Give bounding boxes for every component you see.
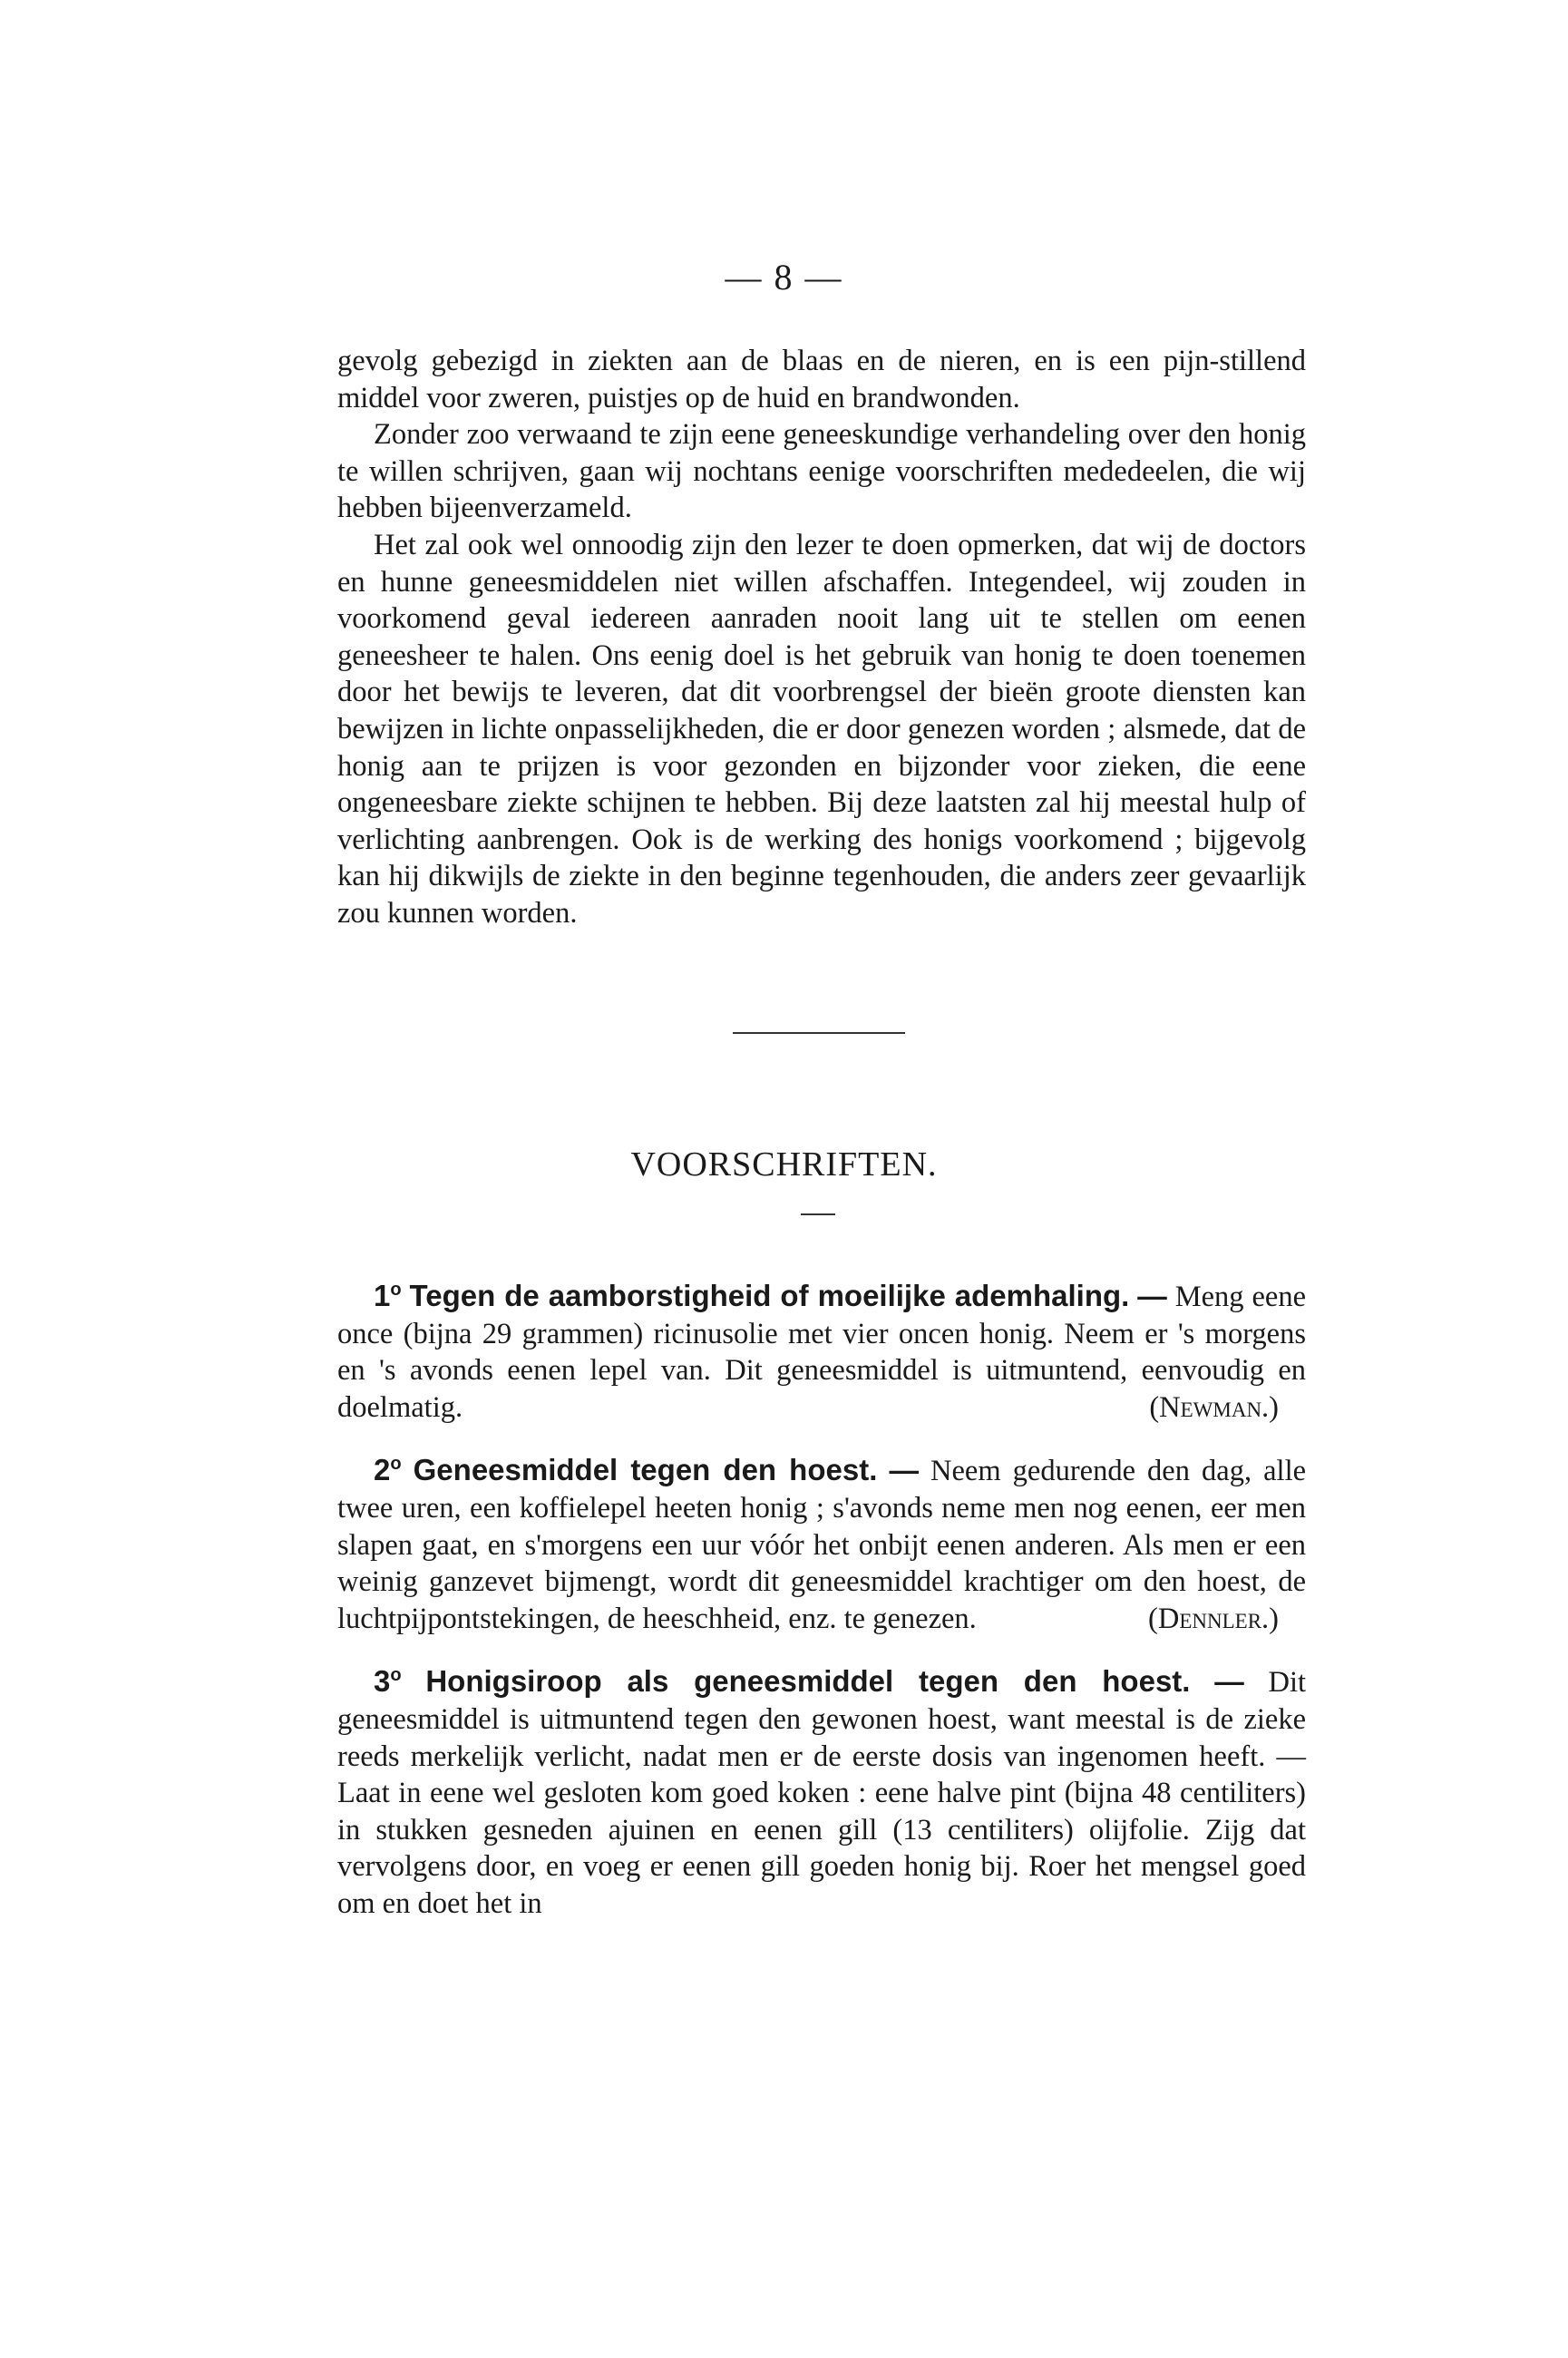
recipe-1-body: Meng eene once (bijna 29 grammen) ricinusolie met vier oncen honig. Neem er 's morgens en 's avonds eenen lepel van. Dit geneesmiddel is uitmuntend, eenvoudig en doelmatig. xyxy=(337,1281,1307,1424)
heading-underline xyxy=(801,1213,835,1215)
recipe-1-number: 1$^o$ xyxy=(374,1279,402,1312)
recipe-1 xyxy=(337,1272,1306,1426)
recipe-2-source: (Dennler.) xyxy=(1148,1602,1279,1635)
recipe-2-title: Geneesmiddel tegen den hoest. xyxy=(413,1453,878,1487)
recipe-2-body: Neem gedurende den dag, alle twee uren, een koffielepel heeten honig ; s'avonds neme men nog eenen, eer men slapen gaat, en s'morgens een uur vóór het onbijt eenen anderen. Als men er een weinig ganzevet bijmengt, wordt dit geneesmiddel krachtiger om den hoest, de luchtpijpontstekingen, de heeschheid, enz. te genezen. xyxy=(337,1455,1307,1635)
page-number: — 8 — xyxy=(725,257,843,297)
section-heading: VOORSCHRIFTEN. xyxy=(630,1145,938,1184)
recipe-3-title: Honigsiroop als geneesmiddel tegen den hoest. xyxy=(425,1664,1191,1699)
recipe-list xyxy=(337,1272,1306,1943)
recipe-3-dash: — xyxy=(1214,1665,1244,1699)
recipe-3 xyxy=(337,1657,1306,1922)
recipe-1-source: (Newman.) xyxy=(1149,1390,1279,1424)
recipe-1-dash: — xyxy=(1137,1280,1167,1312)
recipe-1-title: Tegen de aamborstigheid of moeilijke ademhaling. xyxy=(409,1279,1130,1312)
recipe-2 xyxy=(337,1446,1306,1637)
recipe-3-body: Dit geneesmiddel is uitmuntend tegen den gewonen hoest, want meestal is de zieke reeds merkelijk verlicht, nadat men er de eerste dosis van ingenomen heeft. — Laat in eene wel gesloten kom goed koken : eene halve pint (bijna 48 centiliters) in stukken gesneden ajuinen en eenen gill (13 centiliters) olijfolie. Zijg dat vervolgens door, en voeg er eenen gill goeden honig bij. Roer het mengsel goed om en doet het in xyxy=(337,1666,1307,1920)
section-divider xyxy=(733,1032,905,1034)
intro-text xyxy=(337,343,1306,932)
intro-paragraph-1: gevolg gebezigd in ziekten aan de blaas en de nieren, en is een pijn-stillend middel voor zweren, puistjes op de huid en brandwonden. xyxy=(337,345,1306,414)
recipe-2-number: 2$^o$ xyxy=(374,1453,402,1487)
intro-paragraph-2: Zonder zoo verwaand te zijn eene geneeskundige verhandeling over den honig te willen schrijven, gaan wij nochtans eenige voorschriften mededeelen, die wij hebben bijeenverzameld. xyxy=(337,418,1306,525)
recipe-2-dash: — xyxy=(889,1454,919,1487)
intro-paragraph-3: Het zal ook wel onnoodig zijn den lezer te doen opmerken, dat wij de doctors en hunne geneesmiddelen niet willen afschaffen. Integendeel, wij zouden in voorkomend geval iedereen aanraden nooit lang uit te stellen om eenen geneesheer te halen. Ons eenig doel is het gebruik van honig te doen toenemen door het bewijs te leveren, dat dit voorbrengsel der bieën groote diensten kan bewijzen in lichte onpasselijkheden, die er door genezen worden ; alsmede, dat de honig aan te prijzen is voor gezonden en bijzonder voor zieken, die eene ongeneesbare ziekte schijnen te hebben. Bij deze laatsten zal hij meestal hulp of verlichting aanbrengen. Ook is de werking des honigs voorkomend ; bijgevolg kan hij dikwijls de ziekte in den beginne tegenhouden, die anders zeer gevaarlijk zou kunnen worden. xyxy=(337,528,1306,930)
recipe-3-number: 3$^o$ xyxy=(374,1664,402,1699)
